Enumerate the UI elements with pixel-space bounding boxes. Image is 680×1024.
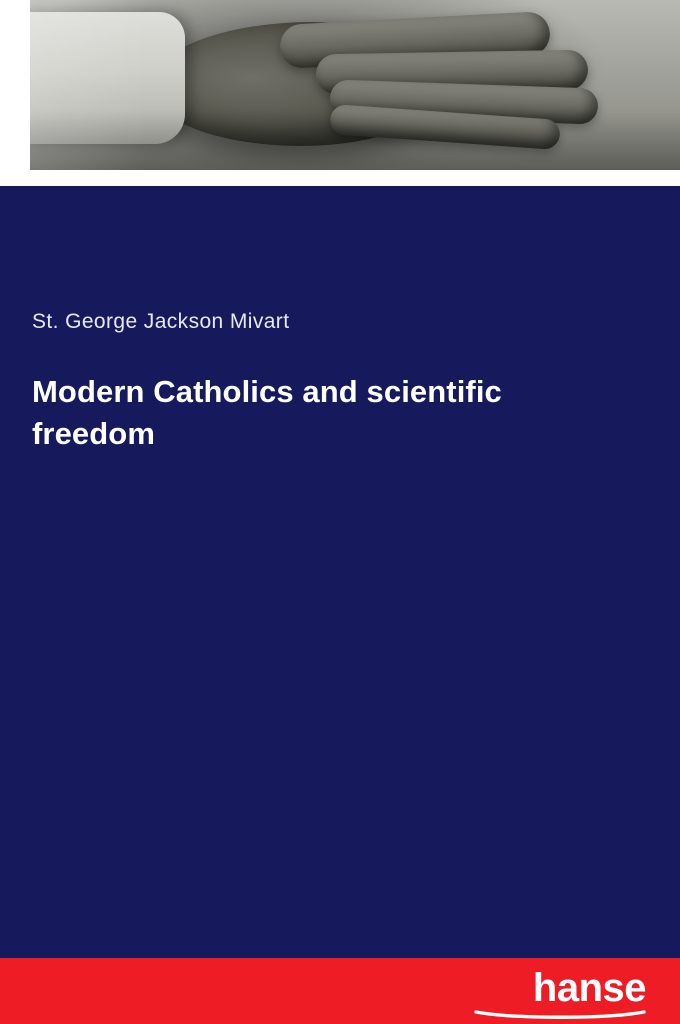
photo-shading-overlay xyxy=(30,0,680,170)
cover-main-panel xyxy=(0,186,680,958)
cover-footer-band xyxy=(0,958,680,1024)
hand-photograph xyxy=(30,0,680,170)
hanse-logo-swoosh-icon xyxy=(474,1010,646,1019)
author-name: St. George Jackson Mivart xyxy=(32,310,290,333)
book-title: Modern Catholics and scientific freedom xyxy=(32,374,502,451)
cover-photo-band xyxy=(0,0,680,186)
hanse-logo-text: hanse xyxy=(532,966,646,1010)
